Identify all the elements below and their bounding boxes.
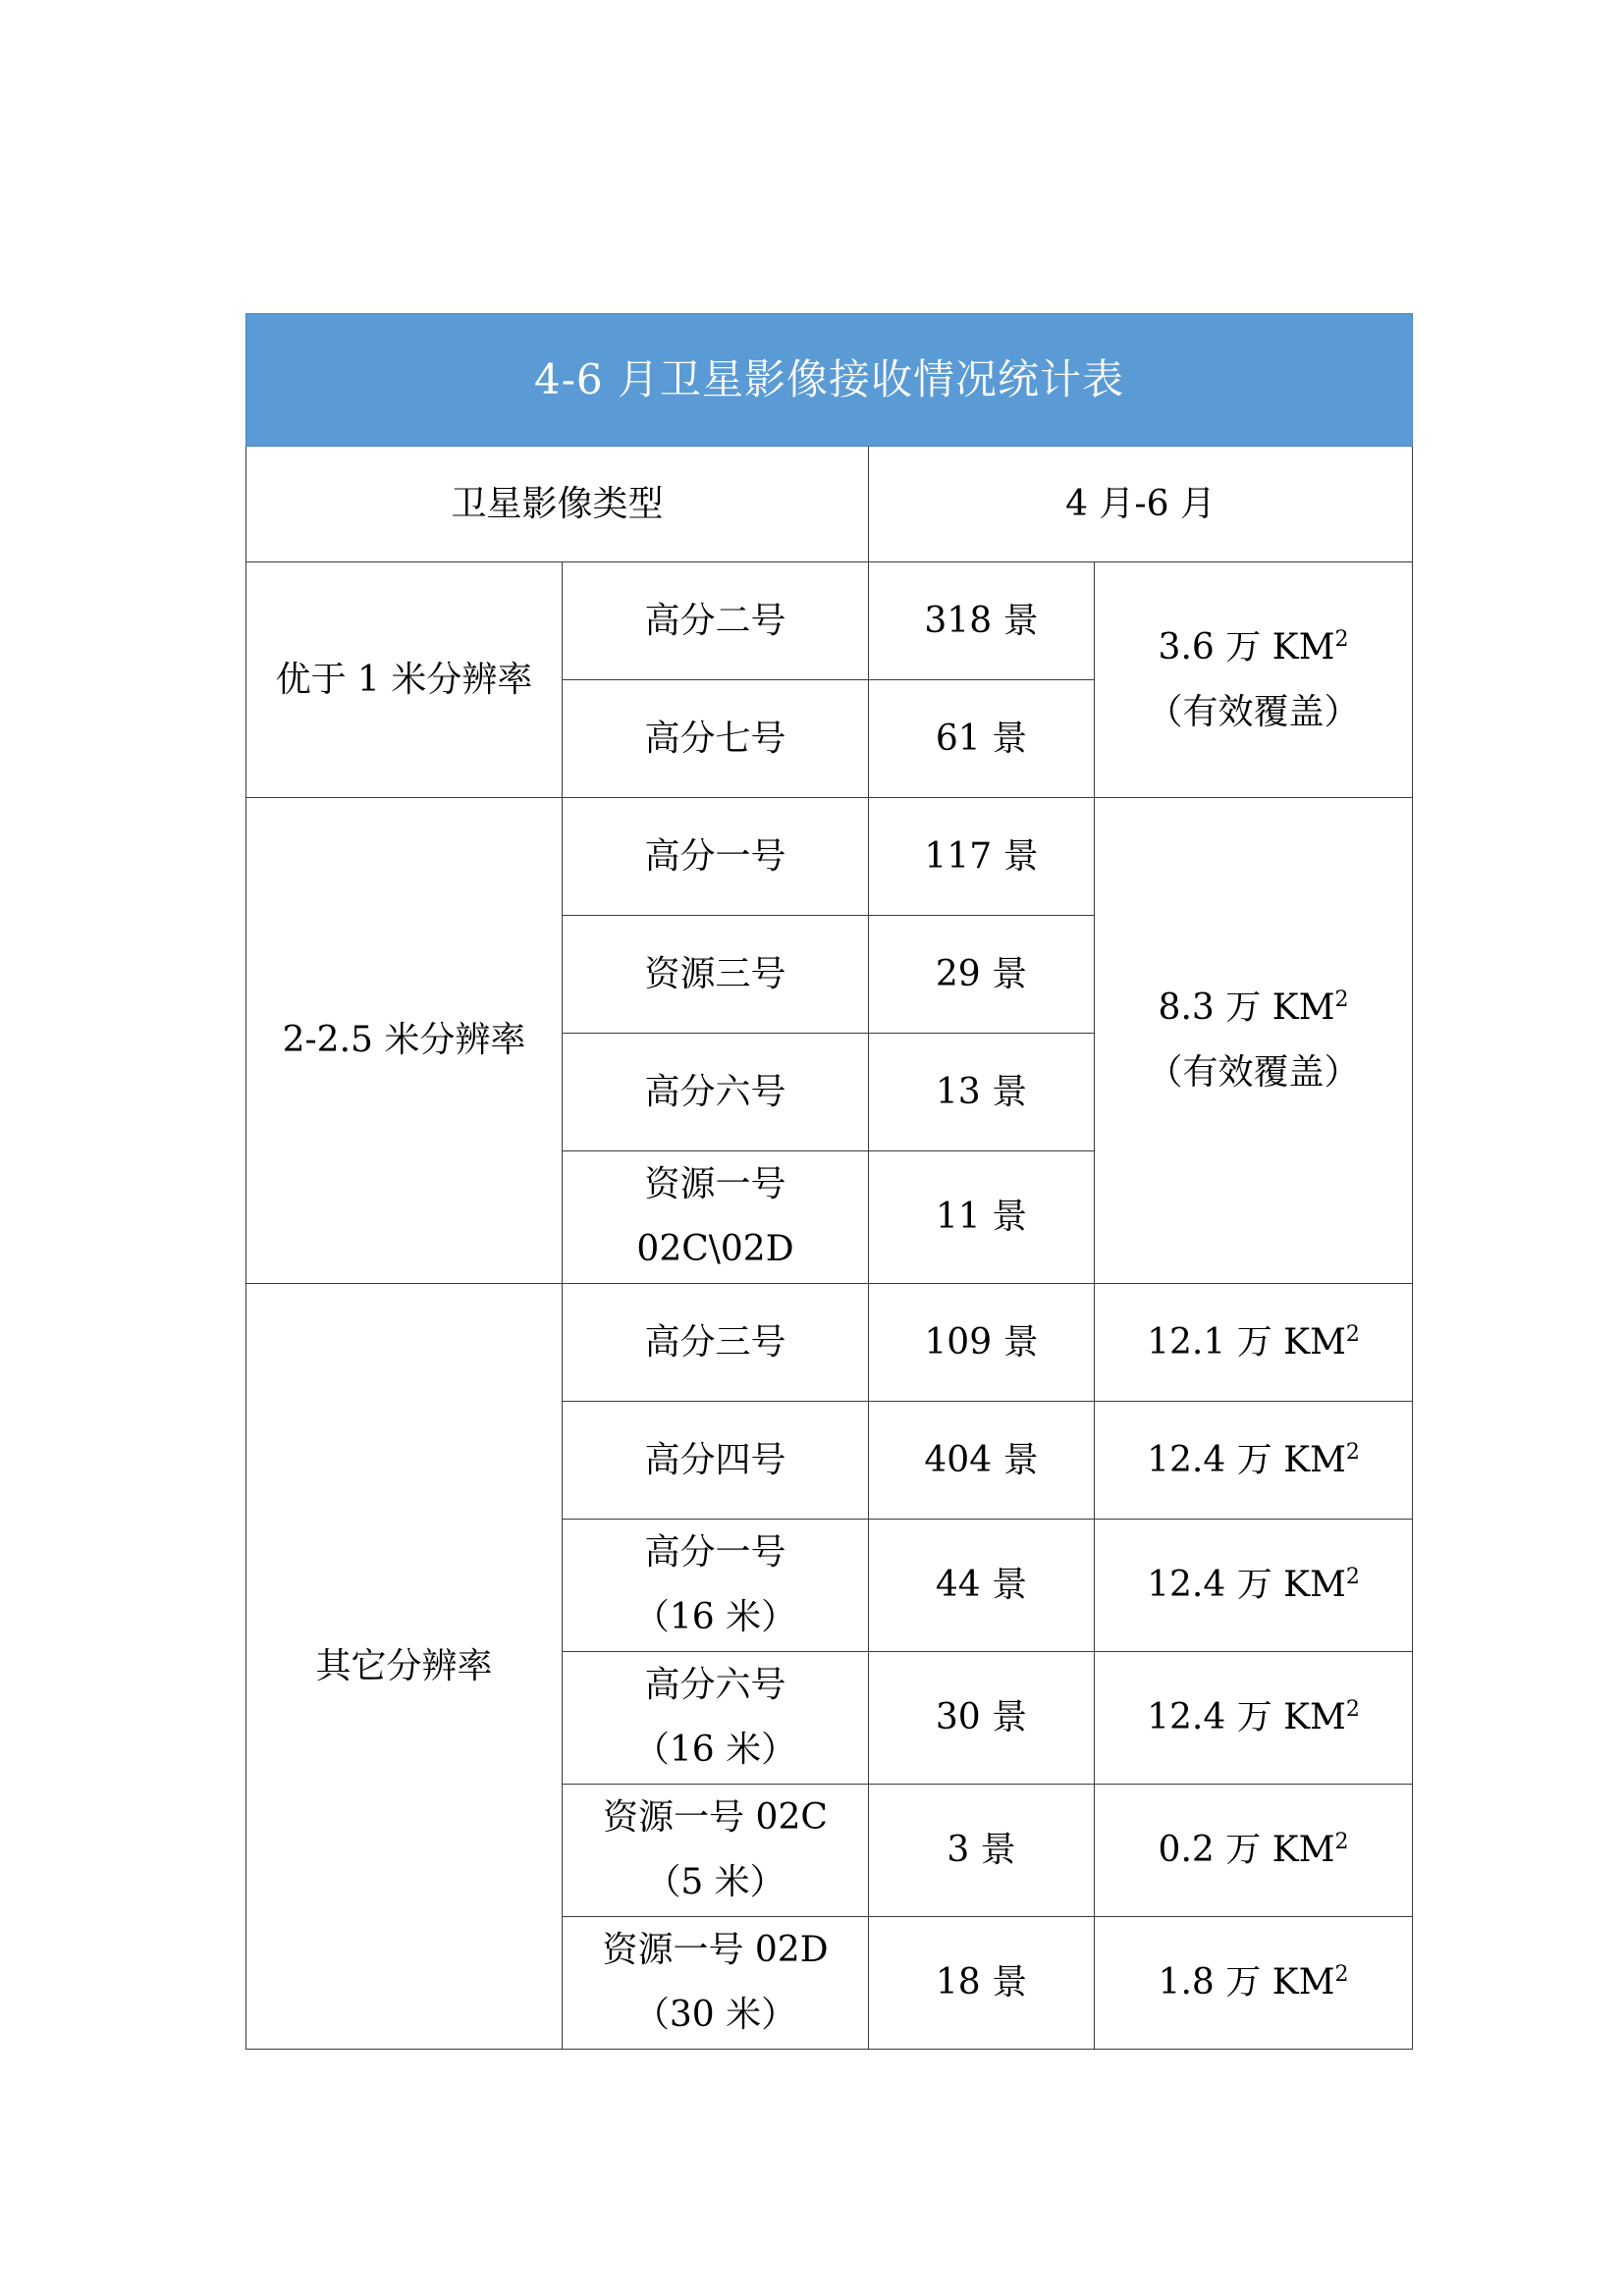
satellite-name: 高分一号 （16 米）: [563, 1520, 869, 1652]
header-period: 4 月-6 月: [869, 447, 1413, 562]
coverage-value: 12.4 万 $KM^2$: [1095, 1652, 1413, 1785]
satellite-name: 资源三号: [563, 916, 869, 1034]
coverage-cell: [1095, 798, 1413, 1284]
table-title: 4-6 月卫星影像接收情况统计表: [246, 314, 1413, 447]
scene-count: 30 景: [869, 1652, 1095, 1785]
scene-count: 61 景: [869, 680, 1095, 798]
group-label: 其它分辨率: [246, 1284, 563, 2050]
satellite-name: 资源一号 02D （30 米）: [563, 1917, 869, 2050]
satellite-name: 高分三号: [563, 1284, 869, 1402]
scene-count: 11 景: [869, 1151, 1095, 1284]
header-row: [246, 447, 1413, 562]
title-row: [246, 314, 1413, 447]
table-row: [246, 1284, 1413, 1402]
satellite-name: 资源一号 02C （5 米）: [563, 1785, 869, 1917]
scene-count: 13 景: [869, 1034, 1095, 1151]
coverage-value: 1.8 万 $KM^2$: [1095, 1917, 1413, 2050]
scene-count: 3 景: [869, 1785, 1095, 1917]
group-label: 优于 1 米分辨率: [246, 562, 563, 798]
scene-count: 117 景: [869, 798, 1095, 916]
satellite-name: 高分七号: [563, 680, 869, 798]
document-page: [245, 313, 1412, 2050]
coverage-cell: [1095, 562, 1413, 798]
satellite-name: 高分六号 （16 米）: [563, 1652, 869, 1785]
satellite-stats-table: [245, 313, 1413, 2050]
satellite-name: 高分六号: [563, 1034, 869, 1151]
table-row: [246, 562, 1413, 680]
satellite-name: 高分四号: [563, 1402, 869, 1520]
scene-count: 44 景: [869, 1520, 1095, 1652]
coverage-value: 8.3 万 $KM^2$: [1158, 988, 1349, 1028]
scene-count: 404 景: [869, 1402, 1095, 1520]
coverage-note: （有效覆盖）: [1147, 1052, 1360, 1093]
satellite-name: 资源一号 02C\02D: [563, 1151, 869, 1284]
coverage-value: 12.4 万 $KM^2$: [1095, 1402, 1413, 1520]
satellite-name: 高分二号: [563, 562, 869, 680]
coverage-value: 12.4 万 $KM^2$: [1095, 1520, 1413, 1652]
scene-count: 109 景: [869, 1284, 1095, 1402]
scene-count: 18 景: [869, 1917, 1095, 2050]
coverage-note: （有效覆盖）: [1147, 691, 1360, 732]
satellite-name: 高分一号: [563, 798, 869, 916]
coverage-value: 0.2 万 $KM^2$: [1095, 1785, 1413, 1917]
group-label: 2-2.5 米分辨率: [246, 798, 563, 1284]
scene-count: 29 景: [869, 916, 1095, 1034]
coverage-value: 3.6 万 $KM^2$: [1158, 626, 1349, 667]
header-type: 卫星影像类型: [246, 447, 869, 562]
scene-count: 318 景: [869, 562, 1095, 680]
coverage-value: 12.1 万 $KM^2$: [1095, 1284, 1413, 1402]
table-row: [246, 798, 1413, 916]
